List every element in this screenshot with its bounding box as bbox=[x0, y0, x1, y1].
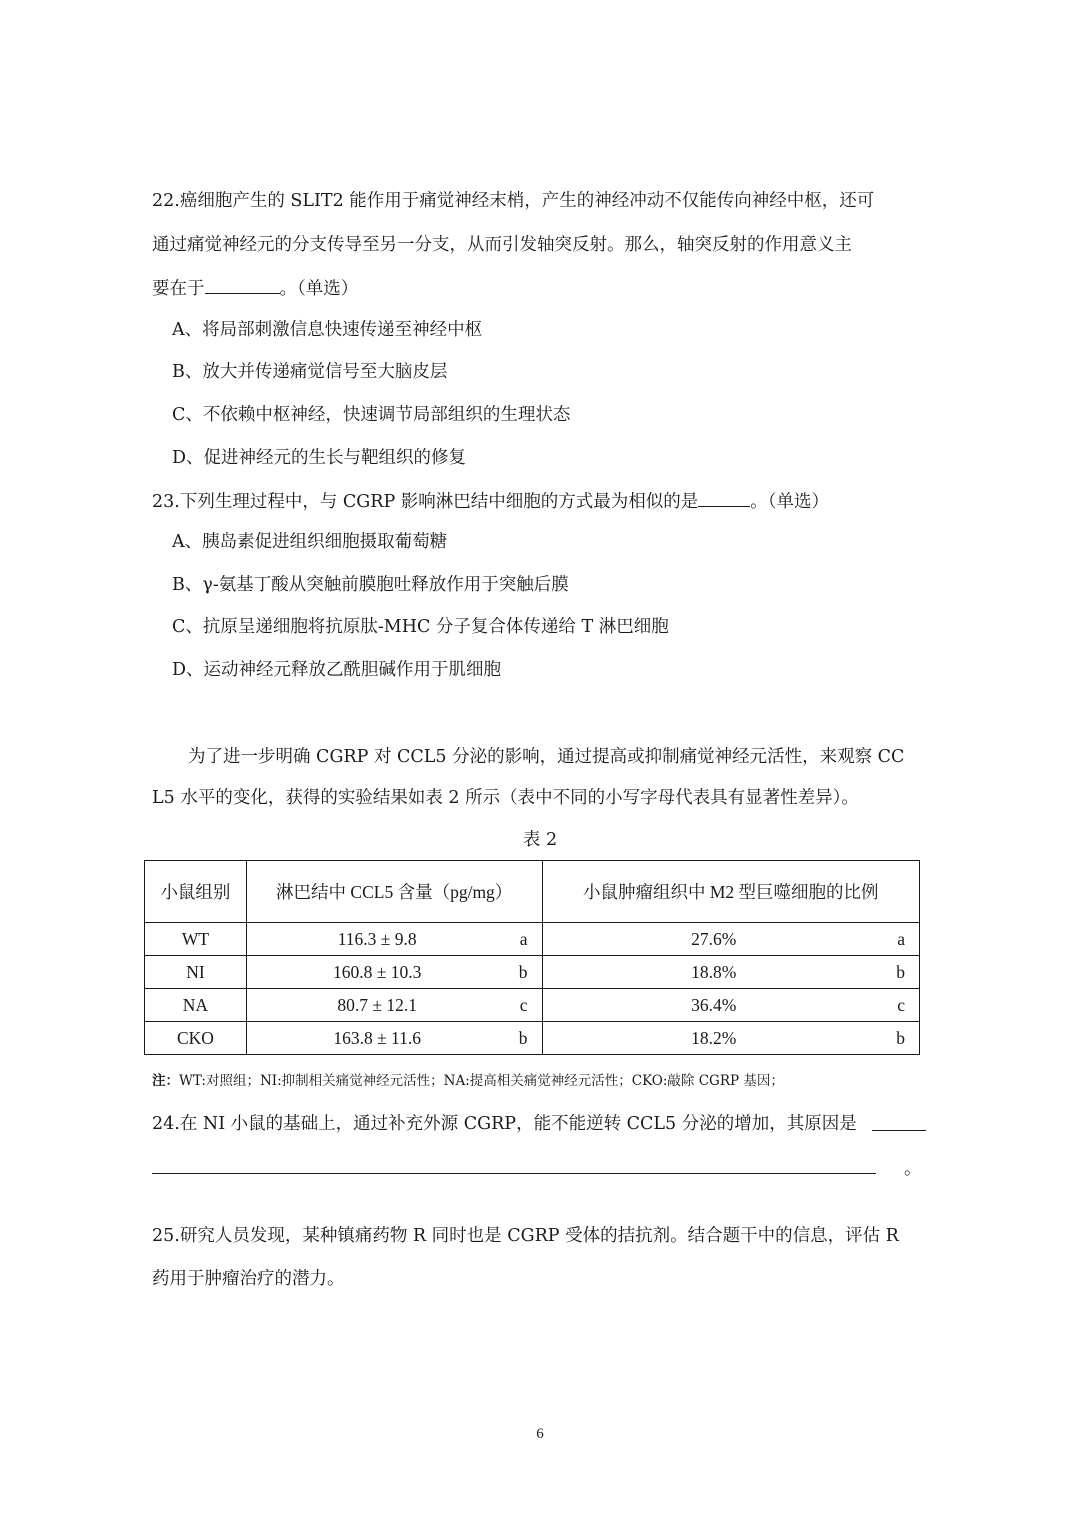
table-row bbox=[145, 956, 920, 989]
cell-m2 bbox=[542, 989, 920, 1022]
m2-letter: c bbox=[897, 994, 905, 1015]
q25-line-2: 药用于肿瘤治疗的潜力。 bbox=[152, 1269, 345, 1289]
cell-ccl5 bbox=[246, 1022, 542, 1055]
m2-value: 27.6% bbox=[691, 928, 737, 949]
table-row bbox=[145, 989, 920, 1022]
q24-end-mark: 。 bbox=[904, 1159, 922, 1179]
q23-line-1 bbox=[152, 488, 829, 514]
q23-line-1-suffix: 。（单选） bbox=[750, 492, 830, 512]
cell-m2 bbox=[542, 923, 920, 956]
ccl5-value: 163.8 ± 11.6 bbox=[333, 1027, 422, 1048]
q22-option-a: A、将局部刺激信息快速传递至神经中枢 bbox=[172, 320, 483, 340]
m2-letter: a bbox=[897, 928, 905, 949]
ccl5-value: 160.8 ± 10.3 bbox=[333, 961, 422, 982]
q24-line-1: 24.在 NI 小鼠的基础上，通过补充外源 CGRP，能不能逆转 CCL5 分泌的增加，其原因是 bbox=[152, 1114, 857, 1134]
cell-ccl5 bbox=[246, 956, 542, 989]
ccl5-letter: b bbox=[518, 1027, 528, 1048]
page-number: 6 bbox=[536, 1426, 544, 1442]
ccl5-value: 80.7 ± 12.1 bbox=[337, 994, 417, 1015]
q24-answer-blank-1[interactable] bbox=[872, 1130, 926, 1131]
cell-m2 bbox=[542, 1022, 920, 1055]
q22-option-d: D、促进神经元的生长与靶组织的修复 bbox=[172, 448, 467, 468]
q23-line-1-prefix: 23.下列生理过程中，与 CGRP 影响淋巴结中细胞的方式最为相似的是 bbox=[152, 492, 699, 512]
q23-option-d: D、运动神经元释放乙酰胆碱作用于肌细胞 bbox=[172, 660, 502, 680]
q23-option-b: B、γ-氨基丁酸从突触前膜胞吐释放作用于突触后膜 bbox=[172, 575, 569, 595]
q22-line-2: 通过痛觉神经元的分支传导至另一分支，从而引发轴突反射。那么，轴突反射的作用意义主 bbox=[152, 235, 852, 255]
cell-ccl5 bbox=[246, 989, 542, 1022]
cell-ccl5 bbox=[246, 923, 542, 956]
q22-line-3-suffix: 。（单选） bbox=[279, 279, 359, 299]
table-row bbox=[145, 1022, 920, 1055]
m2-value: 36.4% bbox=[691, 994, 737, 1015]
table-note bbox=[152, 1071, 784, 1091]
table-row bbox=[145, 923, 920, 956]
q22-line-1: 22.癌细胞产生的 SLIT2 能作用于痛觉神经末梢，产生的神经冲动不仅能传向神经中枢，还可 bbox=[152, 191, 875, 211]
q24-answer-blank-2[interactable] bbox=[152, 1173, 876, 1174]
cell-m2 bbox=[542, 956, 920, 989]
header-m2: 小鼠肿瘤组织中 M2 型巨噬细胞的比例 bbox=[542, 861, 920, 923]
results-table bbox=[144, 860, 920, 1055]
table-header-row bbox=[145, 861, 920, 923]
q22-line-3 bbox=[152, 275, 358, 301]
cell-group: NI bbox=[145, 956, 247, 989]
ccl5-letter: a bbox=[519, 928, 528, 949]
table-note-label: 注： bbox=[152, 1073, 179, 1089]
table-note-text: WT:对照组；NI:抑制相关痛觉神经元活性；NA:提高相关痛觉神经元活性；CKO:敲除 CGRP 基因； bbox=[179, 1073, 784, 1089]
intro-line-1: 为了进一步明确 CGRP 对 CCL5 分泌的影响，通过提高或抑制痛觉神经元活性，来观察 CC bbox=[188, 747, 905, 767]
ccl5-letter: b bbox=[518, 961, 528, 982]
q22-option-b: B、放大并传递痛觉信号至大脑皮层 bbox=[172, 362, 448, 382]
q22-answer-blank[interactable] bbox=[205, 275, 280, 294]
header-ccl5: 淋巴结中 CCL5 含量（pg/mg） bbox=[246, 861, 542, 923]
q25-line-1: 25.研究人员发现，某种镇痛药物 R 同时也是 CGRP 受体的拮抗剂。结合题干中的信息，评估 R bbox=[152, 1226, 899, 1246]
ccl5-value: 116.3 ± 9.8 bbox=[337, 928, 417, 949]
table-caption: 表 2 bbox=[522, 830, 558, 850]
m2-letter: b bbox=[896, 1027, 905, 1048]
ccl5-letter: c bbox=[519, 994, 528, 1015]
cell-group: NA bbox=[145, 989, 247, 1022]
q23-option-c: C、抗原呈递细胞将抗原肽-MHC 分子复合体传递给 T 淋巴细胞 bbox=[172, 617, 669, 637]
cell-group: CKO bbox=[145, 1022, 247, 1055]
m2-value: 18.2% bbox=[691, 1027, 737, 1048]
q22-line-3-prefix: 要在于 bbox=[152, 279, 205, 299]
q23-answer-blank[interactable] bbox=[698, 488, 750, 507]
m2-value: 18.8% bbox=[691, 961, 737, 982]
m2-letter: b bbox=[896, 961, 905, 982]
header-group: 小鼠组别 bbox=[145, 861, 247, 923]
q23-option-a: A、胰岛素促进组织细胞摄取葡萄糖 bbox=[172, 532, 448, 552]
q22-option-c: C、不依赖中枢神经，快速调节局部组织的生理状态 bbox=[172, 405, 571, 425]
cell-group: WT bbox=[145, 923, 247, 956]
intro-line-2: L5 水平的变化，获得的实验结果如表 2 所示（表中不同的小写字母代表具有显著性差异）。 bbox=[152, 788, 859, 808]
